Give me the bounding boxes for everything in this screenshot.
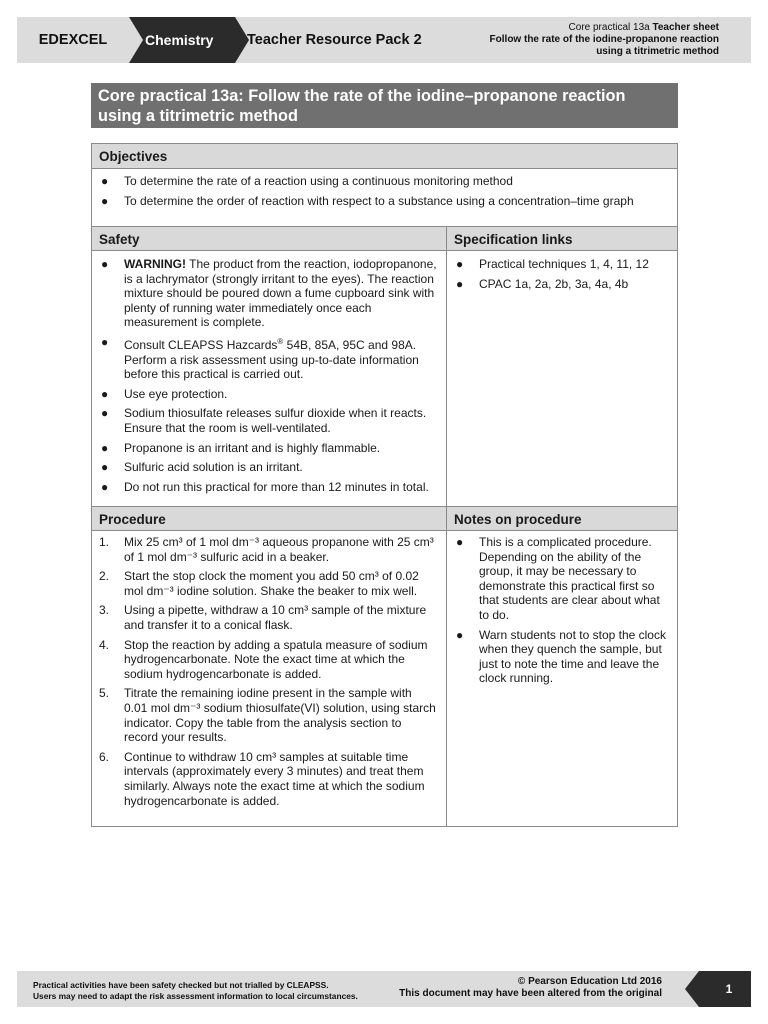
page-footer (17, 971, 751, 1007)
bullet-icon: ● (101, 386, 109, 401)
bullet-icon: ● (456, 627, 464, 642)
warning-label: WARNING! (124, 257, 186, 271)
safety-item: ● Propanone is an irritant and is highly flammable. (101, 440, 381, 455)
page-number-tab (685, 971, 751, 1007)
sheet-info-practical: Core practical 13a (568, 22, 650, 33)
bullet-icon: ● (101, 460, 109, 475)
procedure-step: 1. Mix 25 cm³ of 1 mol dm⁻³ aqueous propanone with 25 cm³ of 1 mol dm⁻³ sulfuric acid in a beaker. (99, 535, 434, 564)
safety-item: ● Sodium thiosulfate releases sulfur dioxide when it reacts. Ensure that the room is well-ventilated. (101, 406, 427, 435)
bullet-icon: ● (101, 174, 109, 188)
objective-item: ● To determine the order of reaction with respect to a substance using a concentration–time graph (101, 193, 634, 208)
page-header (17, 17, 751, 63)
page-number: 1 (725, 982, 733, 996)
sheet-info-type: Teacher sheet (652, 22, 719, 33)
sheet-info-line3: using a titrimetric method (596, 46, 719, 57)
procedure-step: 5. Titrate the remaining iodine present in the sample with 0.01 mol dm⁻³ sodium thiosulfate(VI) solution, using starch indicator. Copy the table from the analysis section to record your results. (99, 686, 436, 745)
procedure-step: 3. Using a pipette, withdraw a 10 cm³ sample of the mixture and transfer it to a conical flask. (99, 603, 427, 632)
page-title: Core practical 13a: Follow the rate of the iodine–propanone reaction using a titrimetric method (91, 83, 678, 128)
bullet-icon: ● (101, 479, 109, 494)
subject-tab (129, 17, 249, 63)
practical-table (91, 143, 678, 827)
safety-heading: Safety (92, 226, 446, 251)
safety-item: ● Do not run this practical for more than 12 minutes in total. (101, 479, 429, 494)
procedure-step: 2. Start the stop clock the moment you add 50 cm³ of 0.02 mol dm⁻³ iodine solution. Shake the beaker to mix well. (99, 569, 419, 598)
procedure-heading: Procedure (92, 506, 446, 531)
procedure-step: 6. Continue to withdraw 10 cm³ samples at suitable time intervals (approximately every 3 minutes) and treat them similarly. Always note the exact time at which the sodium hydrogencarbonate is added. (99, 749, 425, 808)
procedure-section (92, 531, 446, 826)
objectives-section (92, 169, 677, 226)
safety-item: ● WARNING! The product from the reaction, iodopropanone, is a lachrymator (strongly irritant to the eyes). The reaction mixture should be poured down a fume cupboard sink with plenty of running water immediately once each measurement is complete. (101, 257, 437, 330)
objective-item: ● To determine the rate of a reaction using a continuous monitoring method (101, 174, 513, 188)
safety-disclaimer: Practical activities have been safety checked but not trialled by CLEAPSS. Users may need to adapt the risk assessment information to local circumstances. (33, 980, 358, 1001)
procedure-step: 4. Stop the reaction by adding a spatula measure of sodium hydrogencarbonate. Note the exact time at which the sodium hydrogencarbonate is added. (99, 637, 428, 681)
objectives-heading: Objectives (92, 144, 677, 169)
subject-label: Chemistry (145, 32, 214, 48)
safety-item: ● Consult CLEAPSS Hazcards® 54B, 85A, 95C and 98A. Perform a risk assessment using up-to-date information before this practical is carried out. (101, 334, 419, 382)
brand-label: EDEXCEL (38, 32, 108, 48)
bullet-icon: ● (456, 276, 464, 291)
safety-item: ● Sulfuric acid solution is an irritant. (101, 460, 303, 475)
bullet-icon: ● (101, 334, 109, 349)
safety-section (92, 251, 446, 506)
bullet-icon: ● (101, 257, 109, 271)
spec-links-section (447, 251, 677, 300)
bullet-icon: ● (101, 440, 109, 455)
notes-section (447, 531, 677, 695)
notes-heading: Notes on procedure (447, 506, 677, 531)
bullet-icon: ● (456, 257, 464, 271)
safety-item: ● Use eye protection. (101, 386, 228, 401)
note-item: ● Warn students not to stop the clock when they quench the sample, but just to note the time and leave the clock running. (456, 627, 666, 686)
spec-link-item: ● Practical techniques 1, 4, 11, 12 (456, 257, 649, 271)
note-item: ● This is a complicated procedure. Depending on the ability of the group, it may be necessary to demonstrate this practical first so that students are clear about what to do. (456, 535, 660, 622)
spec-link-item: ● CPAC 1a, 2a, 2b, 3a, 4a, 4b (456, 276, 629, 291)
bullet-icon: ● (101, 193, 109, 208)
pack-title: Teacher Resource Pack 2 (247, 32, 422, 48)
bullet-icon: ● (101, 406, 109, 421)
sheet-info-line2: Follow the rate of the iodine-propanone reaction (489, 34, 719, 45)
bullet-icon: ● (456, 535, 464, 549)
copyright-notice: © Pearson Education Ltd 2016 This document may have been altered from the original (399, 976, 662, 999)
spec-links-heading: Specification links (447, 226, 677, 251)
sheet-info (490, 22, 719, 58)
